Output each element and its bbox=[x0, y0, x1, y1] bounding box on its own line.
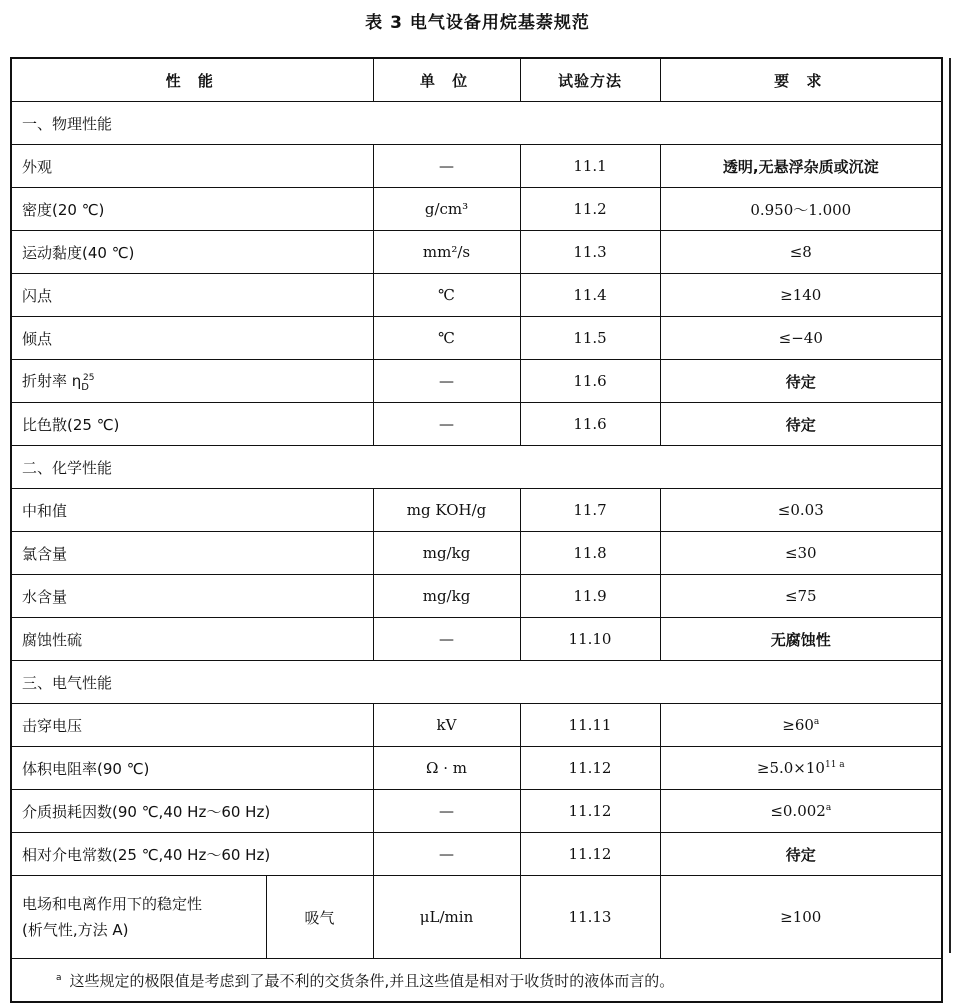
header-property: 性 能 bbox=[11, 58, 373, 102]
section-heading: 二、化学性能 bbox=[11, 446, 942, 489]
section-row bbox=[11, 661, 942, 704]
table-row bbox=[11, 403, 942, 446]
footnote-row bbox=[11, 959, 942, 1003]
table-row bbox=[11, 274, 942, 317]
method-cell: 11.10 bbox=[520, 618, 660, 661]
method-cell: 11.12 bbox=[520, 833, 660, 876]
unit-cell: — bbox=[373, 618, 520, 661]
property-cell: 折射率 $\eta_D^{25}$ bbox=[11, 360, 373, 403]
unit-cell: mm²/s bbox=[373, 231, 520, 274]
method-cell: 11.9 bbox=[520, 575, 660, 618]
unit-cell: mg KOH/g bbox=[373, 489, 520, 532]
unit-cell: — bbox=[373, 833, 520, 876]
unit-cell: ℃ bbox=[373, 317, 520, 360]
requirement-cell: 0.950～1.000 bbox=[660, 188, 942, 231]
header-row bbox=[11, 58, 942, 102]
section-row bbox=[11, 446, 942, 489]
method-cell: 11.12 bbox=[520, 747, 660, 790]
property-cell: 倾点 bbox=[11, 317, 373, 360]
method-cell: 11.13 bbox=[520, 876, 660, 959]
requirement-cell: 待定 bbox=[660, 403, 942, 446]
requirement-cell: 无腐蚀性 bbox=[660, 618, 942, 661]
requirement-cell: ≥140 bbox=[660, 274, 942, 317]
subproperty-cell: 吸气 bbox=[266, 876, 373, 959]
method-cell: 11.2 bbox=[520, 188, 660, 231]
method-cell: 11.3 bbox=[520, 231, 660, 274]
requirement-cell: 待定 bbox=[660, 833, 942, 876]
requirement-cell: $\ge 60^a$ bbox=[660, 704, 942, 747]
property-line: (析气性,方法 A) bbox=[22, 921, 129, 939]
header-requirement: 要 求 bbox=[660, 58, 942, 102]
method-cell: 11.4 bbox=[520, 274, 660, 317]
table-row bbox=[11, 876, 942, 959]
property-cell: 水含量 bbox=[11, 575, 373, 618]
method-cell: 11.8 bbox=[520, 532, 660, 575]
property-cell bbox=[11, 876, 266, 959]
requirement-cell: ≤30 bbox=[660, 532, 942, 575]
requirement-cell: ≥100 bbox=[660, 876, 942, 959]
requirement-cell: ≤0.002$^a$ bbox=[660, 790, 942, 833]
unit-cell: — bbox=[373, 145, 520, 188]
table-row bbox=[11, 575, 942, 618]
property-cell: 比色散(25 ℃) bbox=[11, 403, 373, 446]
method-cell: 11.5 bbox=[520, 317, 660, 360]
footnote-marker: a bbox=[813, 717, 820, 727]
property-cell: 击穿电压 bbox=[11, 704, 373, 747]
requirement-cell: ≤−40 bbox=[660, 317, 942, 360]
section-heading: 一、物理性能 bbox=[11, 102, 942, 145]
table-row bbox=[11, 618, 942, 661]
unit-cell: — bbox=[373, 403, 520, 446]
table-row bbox=[11, 231, 942, 274]
table-row bbox=[11, 489, 942, 532]
method-cell: 11.11 bbox=[520, 704, 660, 747]
table-row bbox=[11, 145, 942, 188]
property-cell: 密度(20 ℃) bbox=[11, 188, 373, 231]
section-heading: 三、电气性能 bbox=[11, 661, 942, 704]
header-unit: 单 位 bbox=[373, 58, 520, 102]
table-row bbox=[11, 532, 942, 575]
table-row bbox=[11, 360, 942, 403]
property-cell: 腐蚀性硫 bbox=[11, 618, 373, 661]
table-row bbox=[11, 188, 942, 231]
table-body bbox=[11, 102, 942, 1003]
property-line: 电场和电离作用下的稳定性 bbox=[22, 895, 203, 913]
footnote-marker: 11 a bbox=[824, 760, 845, 770]
property-cell: 外观 bbox=[11, 145, 373, 188]
footnote-marker: a bbox=[56, 972, 62, 983]
unit-cell: — bbox=[373, 790, 520, 833]
footnote-marker: a bbox=[825, 803, 832, 813]
page-edge-line bbox=[949, 58, 951, 953]
table-row bbox=[11, 704, 942, 747]
footnote bbox=[11, 959, 942, 1003]
table-row bbox=[11, 833, 942, 876]
unit-cell: — bbox=[373, 360, 520, 403]
unit-cell: g/cm³ bbox=[373, 188, 520, 231]
table-row bbox=[11, 790, 942, 833]
table-row bbox=[11, 317, 942, 360]
method-cell: 11.12 bbox=[520, 790, 660, 833]
property-cell: 氯含量 bbox=[11, 532, 373, 575]
property-cell: 相对介电常数(25 ℃,40 Hz～60 Hz) bbox=[11, 833, 373, 876]
requirement-cell: ≤0.03 bbox=[660, 489, 942, 532]
table-title: 表 3 电气设备用烷基萘规范 bbox=[365, 13, 590, 33]
section-row bbox=[11, 102, 942, 145]
header-method: 试验方法 bbox=[520, 58, 660, 102]
property-cell: 体积电阻率(90 ℃) bbox=[11, 747, 373, 790]
unit-cell: ℃ bbox=[373, 274, 520, 317]
requirement-cell: 透明,无悬浮杂质或沉淀 bbox=[660, 145, 942, 188]
method-cell: 11.6 bbox=[520, 403, 660, 446]
unit-cell: μL/min bbox=[373, 876, 520, 959]
requirement-cell: ≤8 bbox=[660, 231, 942, 274]
property-cell: 介质损耗因数(90 ℃,40 Hz～60 Hz) bbox=[11, 790, 373, 833]
unit-cell: mg/kg bbox=[373, 575, 520, 618]
unit-cell: kV bbox=[373, 704, 520, 747]
requirement-cell: 待定 bbox=[660, 360, 942, 403]
requirement-cell: $\ge 5.0\times 10^{11 a}$ bbox=[660, 747, 942, 790]
spec-table bbox=[10, 57, 943, 1003]
property-cell: 闪点 bbox=[11, 274, 373, 317]
property-cell: 运动黏度(40 ℃) bbox=[11, 231, 373, 274]
method-cell: 11.1 bbox=[520, 145, 660, 188]
requirement-cell: ≤75 bbox=[660, 575, 942, 618]
unit-cell: mg/kg bbox=[373, 532, 520, 575]
unit-cell: Ω · m bbox=[373, 747, 520, 790]
property-cell: 中和值 bbox=[11, 489, 373, 532]
footnote-text: 这些规定的极限值是考虑到了最不利的交货条件,并且这些值是相对于收货时的液体而言的。 bbox=[69, 971, 675, 990]
table-row bbox=[11, 747, 942, 790]
method-cell: 11.6 bbox=[520, 360, 660, 403]
method-cell: 11.7 bbox=[520, 489, 660, 532]
property-annotation: $_D^{25}$ bbox=[81, 372, 95, 393]
